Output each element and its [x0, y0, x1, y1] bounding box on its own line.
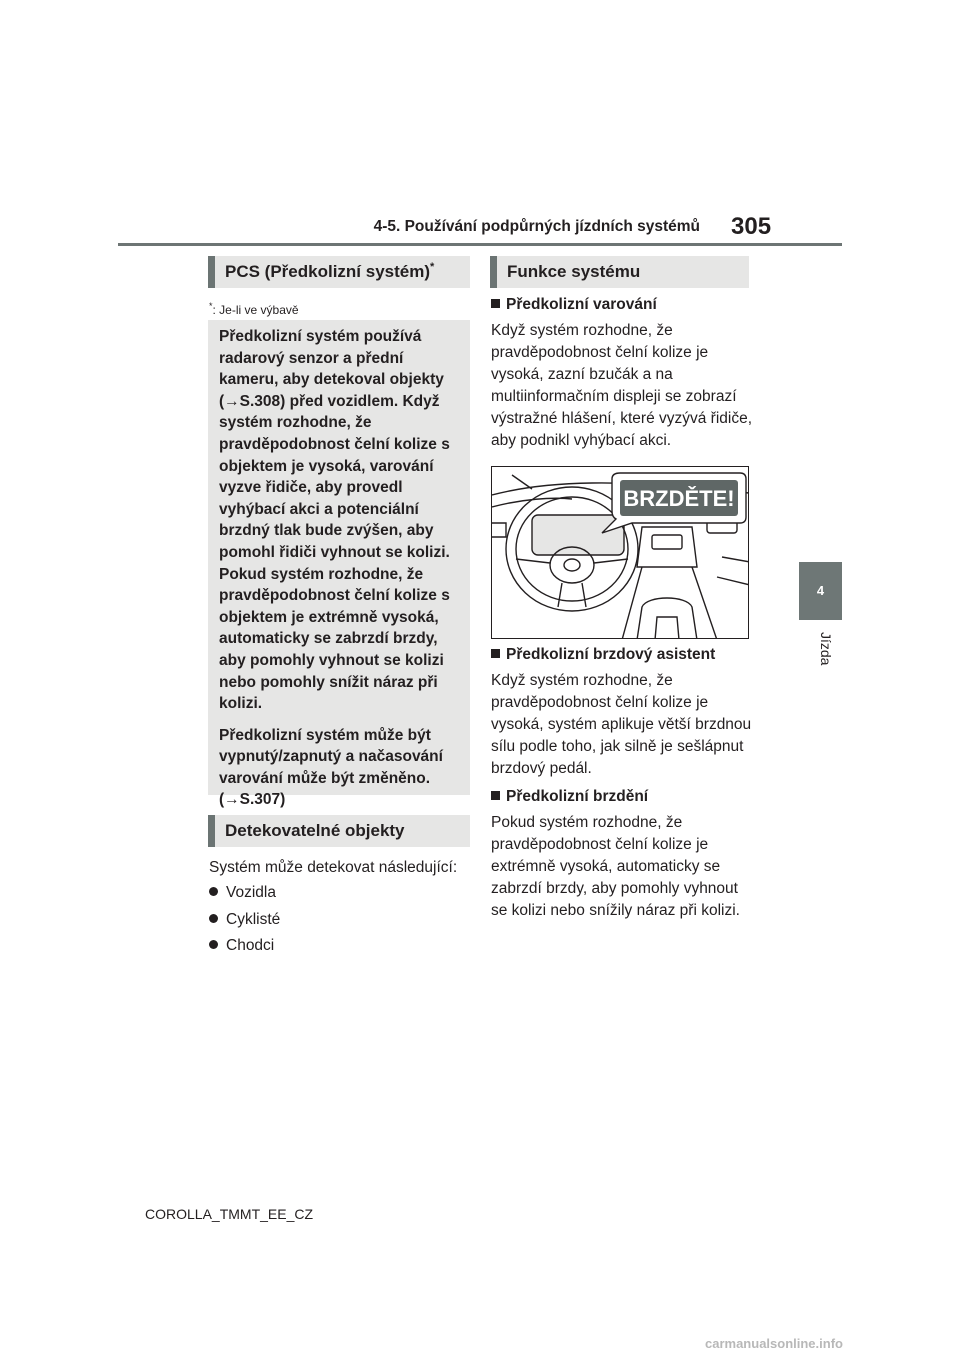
- footnote-mark: *: [209, 301, 213, 311]
- square-bullet-icon: [491, 299, 500, 308]
- warning-text: Když systém rozhodne, že pravděpodobnost čelní kolize je vysoká, zazní bzučák a na multiinformačním displeji se zobrazí výstražné hlášení, které vyzývá řidiče, aby podnikl vyhýbací akci.: [491, 322, 753, 449]
- list-item-label: Vozidla: [226, 884, 276, 901]
- brake-assist-text: Když systém rozhodne, že pravděpodobnost čelní kolize je vysoká, systém aplikuje větší brzdnou sílu podle toho, jak silně je sešlápnut brzdový pedál.: [491, 672, 752, 777]
- pcs-heading: [208, 256, 470, 288]
- chapter-label: Jízda: [818, 632, 834, 666]
- list-item-label: Cyklisté: [226, 910, 281, 928]
- list-item: [209, 880, 280, 907]
- dashboard-illustration: [491, 466, 749, 639]
- warning-subheading: [491, 296, 657, 314]
- list-item: [209, 907, 280, 934]
- square-bullet-icon: [491, 649, 500, 658]
- warning-title: Předkolizní varování: [506, 296, 657, 313]
- system-functions-heading: Funkce systému: [490, 256, 749, 288]
- bullet-icon: [209, 940, 218, 949]
- steering-wheel-illustration: [492, 467, 749, 639]
- warning-callout: [602, 473, 746, 533]
- watermark: carmanualsonline.info: [705, 1336, 843, 1351]
- page-number: 305: [731, 213, 772, 240]
- brake-assist-title: Předkolizní brzdový asistent: [506, 646, 716, 663]
- braking-subheading: [491, 788, 648, 806]
- pcs-info-box: [208, 320, 470, 809]
- square-bullet-icon: [491, 791, 500, 800]
- section-title: 4-5. Používání podpůrných jízdních systémů: [373, 218, 700, 235]
- document-code: COROLLA_TMMT_EE_CZ: [145, 1206, 314, 1222]
- bullet-icon: [209, 914, 218, 923]
- header-rule: [118, 243, 842, 246]
- pcs-heading-text: PCS (Předkolizní systém): [225, 262, 431, 281]
- detect-list: [209, 880, 280, 960]
- list-item: [209, 933, 280, 960]
- detect-intro: Systém může detekovat následující:: [209, 859, 458, 876]
- info-paragraph-2: Předkolizní systém může být vypnutý/zapnutý a načasování varování může být změněno. (→S.307): [219, 726, 443, 809]
- bullet-icon: [209, 887, 218, 896]
- footnote-text: : Je-li ve výbavě: [212, 303, 299, 317]
- list-item-label: Chodci: [226, 937, 275, 954]
- footnote: [209, 301, 299, 317]
- braking-text: Pokud systém rozhodne, že pravděpodobnost čelní kolize je extrémně vysoká, automaticky se zabrzdí brzdy, aby pomohly vyhnout se kolizi nebo snížily náraz při kolizi.: [491, 814, 740, 919]
- pcs-heading-mark: *: [430, 261, 435, 273]
- chapter-tab: 4: [799, 562, 842, 620]
- braking-title: Předkolizní brzdění: [506, 788, 649, 805]
- info-paragraph-1: Předkolizní systém používá radarový senzor a přední kameru, aby detekoval objekty (→S.308) před vozidlem. Když systém rozhodne, že pravděpodobnost čelní kolize s objektem je vysoká, varování vyzve řidiče, aby provedl vyhýbací akci a potenciální brzdný tlak bude zvýšen, aby pomohl řidiči vyhnout se kolizi. Pokud systém rozhodne, že pravděpodobnost čelní kolize s objektem je extrémně vysoká, automaticky se zabrzdí brzdy, aby pomohly vyhnout se kolizi nebo pomohly snížit náraz při kolizi.: [219, 328, 450, 713]
- detectable-objects-heading: Detekovatelné objekty: [208, 815, 470, 847]
- callout-text: BRZDĚTE!: [623, 486, 735, 511]
- brake-assist-subheading: [491, 646, 715, 664]
